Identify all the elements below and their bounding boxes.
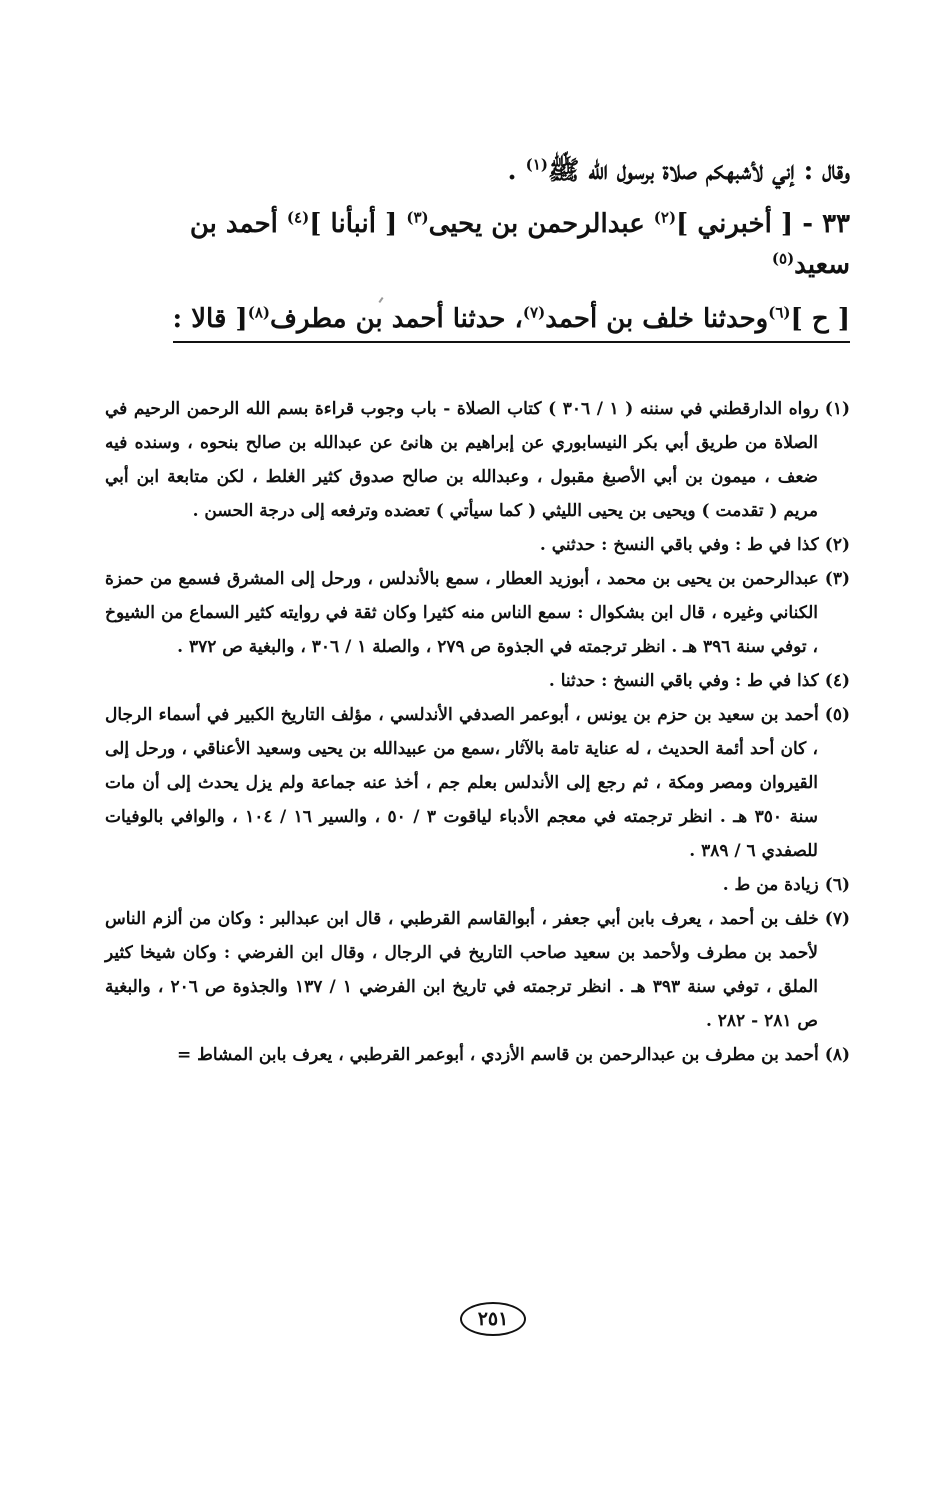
main-line-1 bbox=[115, 156, 850, 187]
main-line-2-name1: عبدالرحمن بن يحيى bbox=[428, 209, 654, 240]
footnote-number: (٥) bbox=[824, 705, 850, 725]
footnote-ref-6: (٦) bbox=[768, 302, 791, 321]
footnote-ref-1: (١) bbox=[525, 155, 548, 174]
footnote-text: أحمد بن مطرف بن عبدالرحمن بن قاسم الأزدي ، أبوعمر القرطبي ، يعرف بابن المشاط = bbox=[176, 1045, 819, 1065]
main-text bbox=[115, 148, 850, 343]
main-line-2-word1: أخبرني bbox=[697, 209, 772, 240]
main-line-1-text: وقال : إني لأشبهكم صلاة برسول الله ﷺ bbox=[547, 156, 850, 186]
footnote-2 bbox=[105, 528, 850, 562]
footnote-number: (١) bbox=[824, 399, 850, 419]
footnote-ref-2: (٢) bbox=[653, 208, 677, 227]
footnote-ref-3: (٣) bbox=[406, 208, 429, 227]
footnote-text: كذا في ط : وفي باقي النسخ : حدثني . bbox=[539, 535, 819, 555]
footnote-7 bbox=[105, 902, 850, 1038]
main-line-3-text: سعيد bbox=[794, 250, 850, 281]
main-line-2-name2: أحمد بن bbox=[189, 209, 287, 240]
footnote-text: عبدالرحمن بن يحيى بن محمد ، أبوزيد العطار ، سمع بالأندلس ، ورحل إلى المشرق فسمع من حمزة الكناني وغيره ، قال ابن بشكوال : سمع الناس منه كثيرا وكان ثقة في روايته كثير السماع من الشيوخ ، توفي سنة ٣٩٦ هـ . انظر ترجمته في الجذوة ص ٢٧٩ ، والصلة ١ / ٣٠٦ ، والبغية ص ٣٧٢ . bbox=[105, 569, 819, 657]
hadith-number: ٣٣ - [ bbox=[771, 209, 850, 240]
footnote-8 bbox=[105, 1038, 850, 1072]
footnote-number: (٣) bbox=[824, 569, 850, 589]
footnote-number: (٤) bbox=[824, 671, 850, 691]
footnote-number: (٧) bbox=[824, 909, 850, 929]
main-line-4-part2: وحدثنا خلف بن أحمد bbox=[545, 303, 769, 334]
footnote-text: كذا في ط : وفي باقي النسخ : حدثنا . bbox=[548, 671, 819, 691]
main-line-1-tail: . bbox=[507, 156, 526, 186]
main-line-2-bracket: ] bbox=[676, 209, 698, 240]
footnote-5 bbox=[105, 698, 850, 868]
footnote-text: خلف بن أحمد ، يعرف بابن أبي جعفر ، أبوالقاسم القرطبي ، قال ابن عبدالبر : وكان من ألزم الناس لأحمد بن مطرف ولأحمد بن سعيد صاحب التاريخ في الرجال ، وقال ابن الفرضي : وكان شيخا كثير الملق ، توفي سنة ٣٩٣ هـ . انظر ترجمته في تاريخ ابن الفرضي ١ / ١٣٧ والجذوة ص ٢٠٦ ، والبغية ص ٢٨١ - ٢٨٢ . bbox=[105, 909, 819, 1031]
main-line-2 bbox=[115, 209, 850, 240]
footnotes bbox=[105, 392, 850, 1072]
footnote-ref-5: (٥) bbox=[771, 249, 795, 268]
footnote-6 bbox=[105, 868, 850, 902]
page-number: ٢٥١ bbox=[460, 1302, 526, 1336]
main-line-3 bbox=[115, 250, 850, 281]
footnote-text: أحمد بن سعيد بن حزم بن يونس ، أبوعمر الصدفي الأندلسي ، مؤلف التاريخ الكبير في أسماء الرجال ، كان أحد أئمة الحديث ، له عناية تامة بالآثار ،سمع من عبيدالله بن يحيى وسعيد الأعناقي ، ورحل إلى القيروان ومصر ومكة ، ثم رجع إلى الأندلس بعلم جم ، أخذ عنه جماعة ولم يزل يحدث إلى أن مات سنة ٣٥٠ هـ . انظر ترجمته في معجم الأدباء لياقوت ٣ / ٥٠ ، والسير ١٦ / ١٠٤ ، والوافي بالوفيات للصفدي ٦ / ٣٨٩ . bbox=[105, 705, 819, 861]
main-line-4-part1: [ ح ] bbox=[790, 303, 850, 334]
footnote-ref-7: (٧) bbox=[522, 302, 546, 321]
footnote-number: (٢) bbox=[824, 535, 850, 555]
footnote-text: زيادة من ط . bbox=[722, 875, 819, 895]
main-line-2-word2: [ أنبأنا ] bbox=[309, 209, 407, 240]
footnote-number: (٦) bbox=[824, 875, 850, 895]
footnote-3 bbox=[105, 562, 850, 664]
main-line-4-part4: [ قالا : bbox=[172, 303, 248, 334]
main-line-4 bbox=[173, 304, 850, 343]
footnote-1 bbox=[105, 392, 850, 528]
footnote-text: رواه الدارقطني في سننه ( ١ / ٣٠٦ ) كتاب الصلاة - باب وجوب قراءة بسم الله الرحمن الرحيم في الصلاة من طريق أبي بكر النيسابوري عن إبراهيم بن هانئ عن عبدالله بن صالح بنحوه ، وسنده فيه ضعف ، ميمون بن أبي الأصبغ مقبول ، وعبدالله بن صالح صدوق كثير الغلط ، لكن متابعة ابن أبي مريم ( تقدمت ) ويحيى بن يحيى الليثي ( كما سيأتي ) تعضده وترفعه إلى درجة الحسن . bbox=[105, 399, 819, 521]
footnote-ref-8: (٨) bbox=[247, 302, 271, 321]
footnote-number: (٨) bbox=[824, 1045, 850, 1065]
main-line-4-part3: ، حدثنا أحمد بن مطرف bbox=[270, 303, 523, 334]
footnote-4 bbox=[105, 664, 850, 698]
footnote-ref-4: (٤) bbox=[286, 208, 310, 227]
